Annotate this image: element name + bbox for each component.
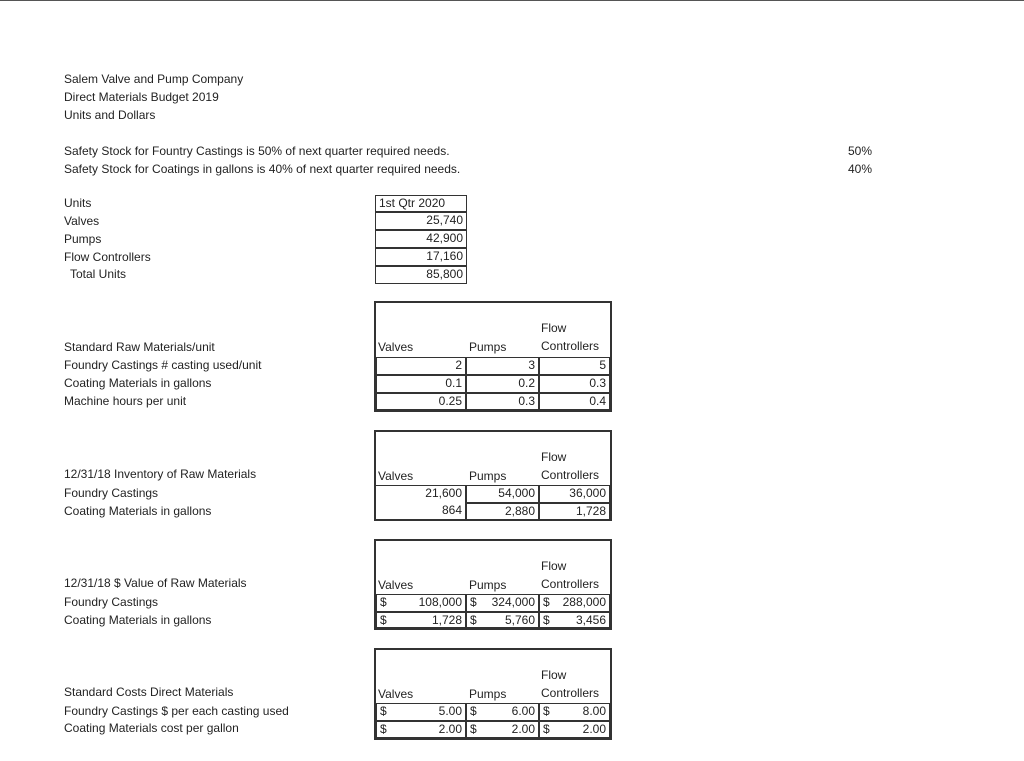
- amount: 8.00: [582, 704, 606, 718]
- amount: 6.00: [511, 704, 535, 718]
- currency-symbol: $: [470, 613, 477, 627]
- amount: 2.00: [582, 722, 606, 736]
- val-valves-castings: [376, 594, 466, 612]
- inv-pumps-coating: 2,880: [466, 503, 539, 519]
- std-raw-flow-coating: 0.3: [539, 375, 610, 393]
- std-costs-title: Standard Costs Direct Materials: [64, 685, 234, 699]
- amount: 2.00: [438, 722, 462, 736]
- col-flow: Flow: [541, 321, 567, 335]
- units-header-cell: 1st Qtr 2020: [375, 195, 467, 212]
- std-raw-label-coating: Coating Materials in gallons: [64, 376, 212, 390]
- units-valves-cell: 25,740: [375, 212, 467, 230]
- std-costs-label-castings: Foundry Castings $ per each casting used: [64, 704, 289, 718]
- currency-symbol: $: [470, 722, 477, 736]
- company-name: Salem Valve and Pump Company: [64, 72, 244, 86]
- cost-col-valves: Valves: [378, 687, 414, 701]
- std-raw-title: Standard Raw Materials/unit: [64, 340, 215, 354]
- safety-castings-text: Safety Stock for Fountry Castings is 50% of next quarter required needs.: [64, 144, 450, 158]
- amount: 5,760: [504, 613, 535, 627]
- currency-symbol: $: [543, 595, 550, 609]
- units-total-label: Total Units: [70, 267, 127, 281]
- cost-col-flow: Flow: [541, 668, 567, 682]
- col-valves: Valves: [378, 340, 414, 354]
- units-label: Units: [64, 196, 92, 210]
- val-col-flow: Flow: [541, 559, 567, 573]
- inv-col-controllers: Controllers: [541, 468, 600, 482]
- std-raw-pumps-castings: 3: [466, 357, 539, 375]
- budget-title: Direct Materials Budget 2019: [64, 90, 219, 104]
- currency-symbol: $: [380, 595, 387, 609]
- cost-valves-coating: [376, 721, 466, 738]
- units-pumps-label: Pumps: [64, 232, 102, 246]
- col-controllers: Controllers: [541, 339, 600, 353]
- std-raw-valves-castings: 2: [376, 357, 466, 375]
- inv-flow-castings: 36,000: [539, 485, 610, 503]
- units-total-cell: 85,800: [375, 266, 467, 284]
- amount: 1,728: [431, 613, 462, 627]
- inventory-title: 12/31/18 Inventory of Raw Materials: [64, 467, 257, 481]
- cost-pumps-coating: [466, 721, 539, 738]
- currency-symbol: $: [543, 613, 550, 627]
- safety-coatings-text: Safety Stock for Coatings in gallons is 40% of next quarter required needs.: [64, 162, 461, 176]
- units-dollars-line: Units and Dollars: [64, 108, 156, 122]
- currency-symbol: $: [380, 722, 387, 736]
- col-pumps: Pumps: [469, 340, 507, 354]
- amount: 288,000: [562, 595, 606, 609]
- value-label-castings: Foundry Castings: [64, 595, 159, 609]
- val-valves-coating: [376, 612, 466, 628]
- inventory-table: [374, 430, 612, 521]
- top-border: [0, 0, 1024, 1]
- value-label-coating: Coating Materials in gallons: [64, 613, 212, 627]
- inv-col-valves: Valves: [378, 469, 414, 483]
- amount: 324,000: [491, 595, 535, 609]
- inv-flow-coating: 1,728: [539, 503, 610, 519]
- val-flow-castings: [539, 594, 610, 612]
- units-flow-cell: 17,160: [375, 248, 467, 266]
- cost-flow-coating: [539, 721, 610, 738]
- currency-symbol: $: [470, 595, 477, 609]
- inv-col-pumps: Pumps: [469, 469, 507, 483]
- units-flow-label: Flow Controllers: [64, 250, 151, 264]
- val-col-controllers: Controllers: [541, 577, 600, 591]
- std-costs-table: [374, 648, 612, 740]
- std-raw-label-machine: Machine hours per unit: [64, 394, 187, 408]
- std-raw-pumps-machine: 0.3: [466, 393, 539, 410]
- val-col-valves: Valves: [378, 578, 414, 592]
- cost-valves-castings: [376, 703, 466, 721]
- amount: 108,000: [418, 595, 462, 609]
- inv-valves-coating: 864: [376, 503, 466, 519]
- inventory-label-coating: Coating Materials in gallons: [64, 504, 212, 518]
- inventory-label-castings: Foundry Castings: [64, 486, 159, 500]
- inv-valves-castings: 21,600: [376, 485, 466, 503]
- inv-col-flow: Flow: [541, 450, 567, 464]
- inv-pumps-castings: 54,000: [466, 485, 539, 503]
- cost-pumps-castings: [466, 703, 539, 721]
- std-raw-pumps-coating: 0.2: [466, 375, 539, 393]
- value-title: 12/31/18 $ Value of Raw Materials: [64, 576, 247, 590]
- val-col-pumps: Pumps: [469, 578, 507, 592]
- currency-symbol: $: [380, 613, 387, 627]
- currency-symbol: $: [543, 704, 550, 718]
- std-raw-valves-coating: 0.1: [376, 375, 466, 393]
- safety-castings-pct: 50%: [848, 144, 873, 158]
- value-table: [374, 539, 612, 630]
- cost-col-pumps: Pumps: [469, 687, 507, 701]
- std-costs-label-coating: Coating Materials cost per gallon: [64, 721, 239, 735]
- currency-symbol: $: [543, 722, 550, 736]
- units-pumps-cell: 42,900: [375, 230, 467, 248]
- std-raw-label-castings: Foundry Castings # casting used/unit: [64, 358, 262, 372]
- std-raw-flow-castings: 5: [539, 357, 610, 375]
- std-raw-flow-machine: 0.4: [539, 393, 610, 410]
- currency-symbol: $: [380, 704, 387, 718]
- val-pumps-coating: [466, 612, 539, 628]
- units-valves-label: Valves: [64, 214, 100, 228]
- amount: 2.00: [511, 722, 535, 736]
- currency-symbol: $: [470, 704, 477, 718]
- std-raw-table: [374, 301, 612, 412]
- cost-col-controllers: Controllers: [541, 686, 600, 700]
- amount: 3,456: [575, 613, 606, 627]
- val-pumps-castings: [466, 594, 539, 612]
- std-raw-valves-machine: 0.25: [376, 393, 466, 410]
- cost-flow-castings: [539, 703, 610, 721]
- amount: 5.00: [438, 704, 462, 718]
- val-flow-coating: [539, 612, 610, 628]
- safety-coatings-pct: 40%: [848, 162, 873, 176]
